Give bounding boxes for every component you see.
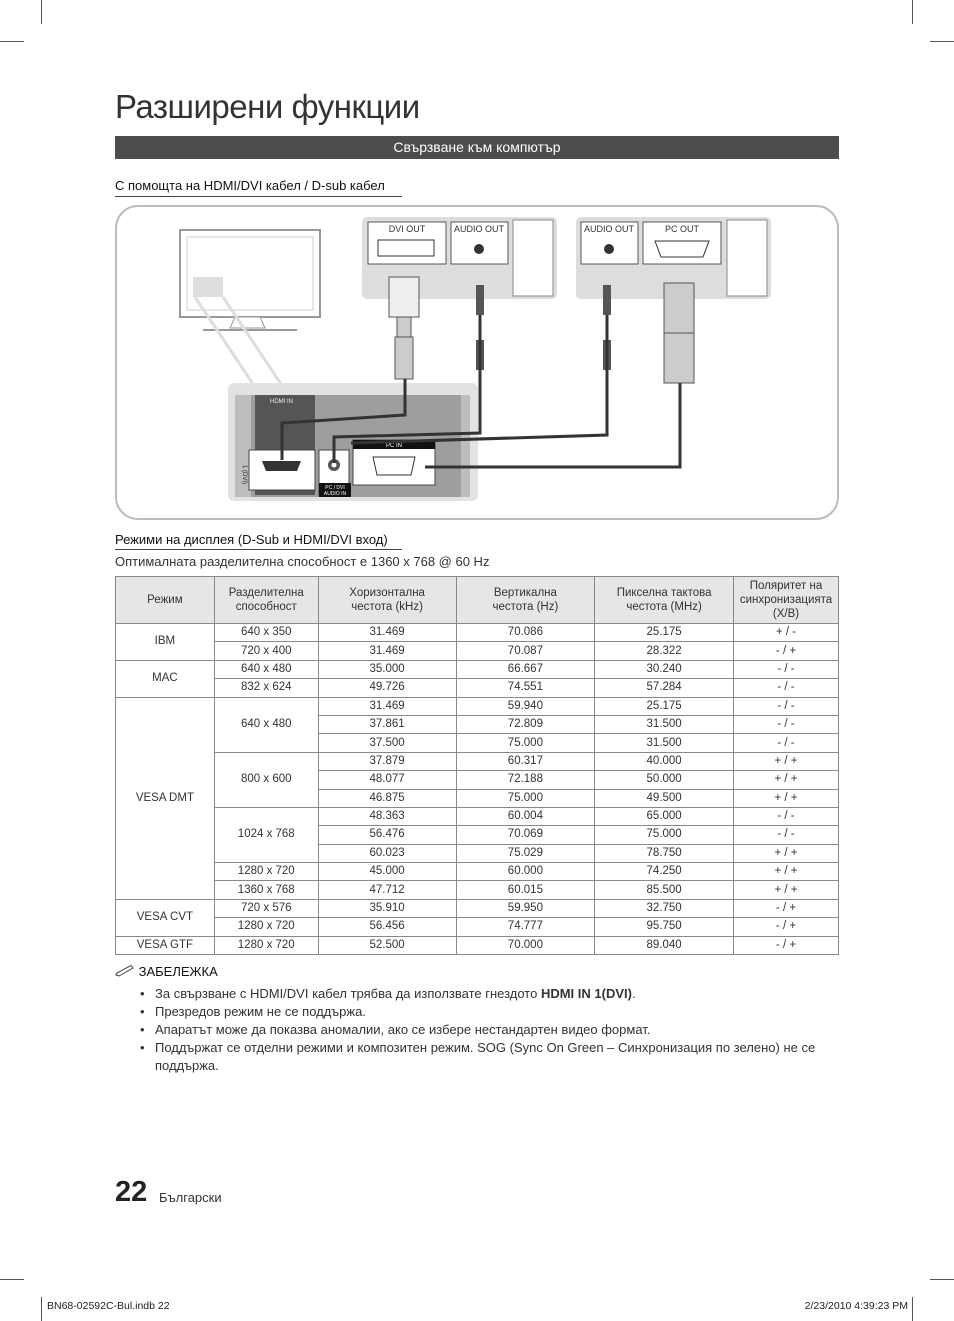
crop-mark <box>0 41 24 42</box>
connect-heading: С помощта на HDMI/DVI кабел / D-sub кабел <box>115 178 385 193</box>
table-row: IBM 640 x 350 31.469 70.086 25.175 + / - <box>116 624 839 642</box>
list-item: • Апаратът може да показва аномалии, ако се избере нестандартен видео формат. <box>140 1021 840 1039</box>
heading-underline <box>115 549 402 550</box>
pc1-audio-out-label: AUDIO OUT <box>453 224 505 234</box>
language-label: Български <box>159 1190 222 1205</box>
pc2-audio-out-label: AUDIO OUT <box>583 224 635 234</box>
table-row: 46.875 75.000 49.500 + / + <box>116 789 839 807</box>
table-row: VESA DMT 640 x 480 31.469 59.940 25.175 - / - <box>116 697 839 715</box>
display-modes-table <box>115 576 839 955</box>
list-item: • За свързване с HDMI/DVI кабел трябва да използвате гнездото HDMI IN 1(DVI). <box>140 985 840 1003</box>
tv-icon <box>180 230 320 330</box>
list-item: • Презредов режим не се поддържа. <box>140 1003 840 1021</box>
pc1-dvi-out-label: DVI OUT <box>388 224 426 234</box>
table-row: 1024 x 768 48.363 60.004 65.000 - / - <box>116 807 839 825</box>
pc-dvi-audio-label: PC / DVI <box>325 485 345 491</box>
audio-in-label: AUDIO IN <box>323 491 347 497</box>
table-row: 37.861 72.809 31.500 - / - <box>116 715 839 733</box>
pc-in-label: PC IN <box>385 443 403 449</box>
table-row: 800 x 600 37.879 60.317 40.000 + / + <box>116 752 839 770</box>
footer-file: BN68-02592C-Bul.indb 22 <box>47 1300 170 1312</box>
table-row: 1360 x 768 47.712 60.015 85.500 + / + <box>116 881 839 899</box>
col-pclock: Пикселна тактова честота (MHz) <box>595 577 734 624</box>
hdmi-in-label: HDMI IN <box>270 399 293 405</box>
modes-heading: Режими на дисплея (D-Sub и HDMI/DVI вход) <box>115 532 388 547</box>
col-mode: Режим <box>116 577 215 624</box>
table-row: 56.476 70.069 75.000 - / - <box>116 826 839 844</box>
table-row: MAC 640 x 480 35.000 66.667 30.240 - / - <box>116 660 839 678</box>
optimal-resolution: Оптималната разделителна способност е 1360 x 768 @ 60 Hz <box>115 554 490 569</box>
table-row: 60.023 75.029 78.750 + / + <box>116 844 839 862</box>
pencil-icon <box>115 965 135 977</box>
col-resolution: Разделителна способност <box>214 577 318 624</box>
table-header-row <box>116 577 839 624</box>
crop-mark <box>930 1279 954 1280</box>
table-row: 37.500 75.000 31.500 - / - <box>116 734 839 752</box>
pc2-pc-out-label: PC OUT <box>664 224 700 234</box>
col-hfreq: Хоризонтална честота (kHz) <box>318 577 456 624</box>
col-polarity: Поляритет на синхронизацията (Х/В) <box>733 577 838 624</box>
heading-underline <box>115 196 402 197</box>
crop-mark <box>41 1297 42 1321</box>
section-band: Свързване към компютър <box>115 136 839 159</box>
table-row: 720 x 400 31.469 70.087 28.322 - / + <box>116 642 839 660</box>
dvi-side-label: 1 (DVI) <box>241 465 247 485</box>
list-item: • Поддържат се отделни режими и композитен режим. SOG (Sync On Green – Синхронизация по зелено) не се поддържа. <box>140 1039 840 1075</box>
table-row: 1280 x 720 45.000 60.000 74.250 + / + <box>116 863 839 881</box>
crop-mark <box>912 0 913 24</box>
crop-mark <box>912 1297 913 1321</box>
crop-mark <box>930 41 954 42</box>
footer-timestamp: 2/23/2010 4:39:23 PM <box>804 1300 908 1312</box>
crop-mark <box>41 0 42 24</box>
note-heading <box>115 964 218 979</box>
table-row: 48.077 72.188 50.000 + / + <box>116 771 839 789</box>
notes-list <box>140 985 840 1075</box>
note-heading-label: ЗАБЕЛЕЖКА <box>138 964 218 979</box>
page-title: Разширени функции <box>115 88 420 125</box>
table-row: VESA GTF 1280 x 720 52.500 70.000 89.040 - / + <box>116 936 839 954</box>
table-row: 1280 x 720 56.456 74.777 95.750 - / + <box>116 918 839 936</box>
page-number: 22 <box>115 1176 148 1208</box>
connection-diagram <box>115 205 839 520</box>
crop-mark <box>0 1279 24 1280</box>
table-row: VESA CVT 720 x 576 35.910 59.950 32.750 - / + <box>116 899 839 917</box>
table-row: 832 x 624 49.726 74.551 57.284 - / - <box>116 679 839 697</box>
col-vfreq: Вертикална честота (Hz) <box>456 577 595 624</box>
